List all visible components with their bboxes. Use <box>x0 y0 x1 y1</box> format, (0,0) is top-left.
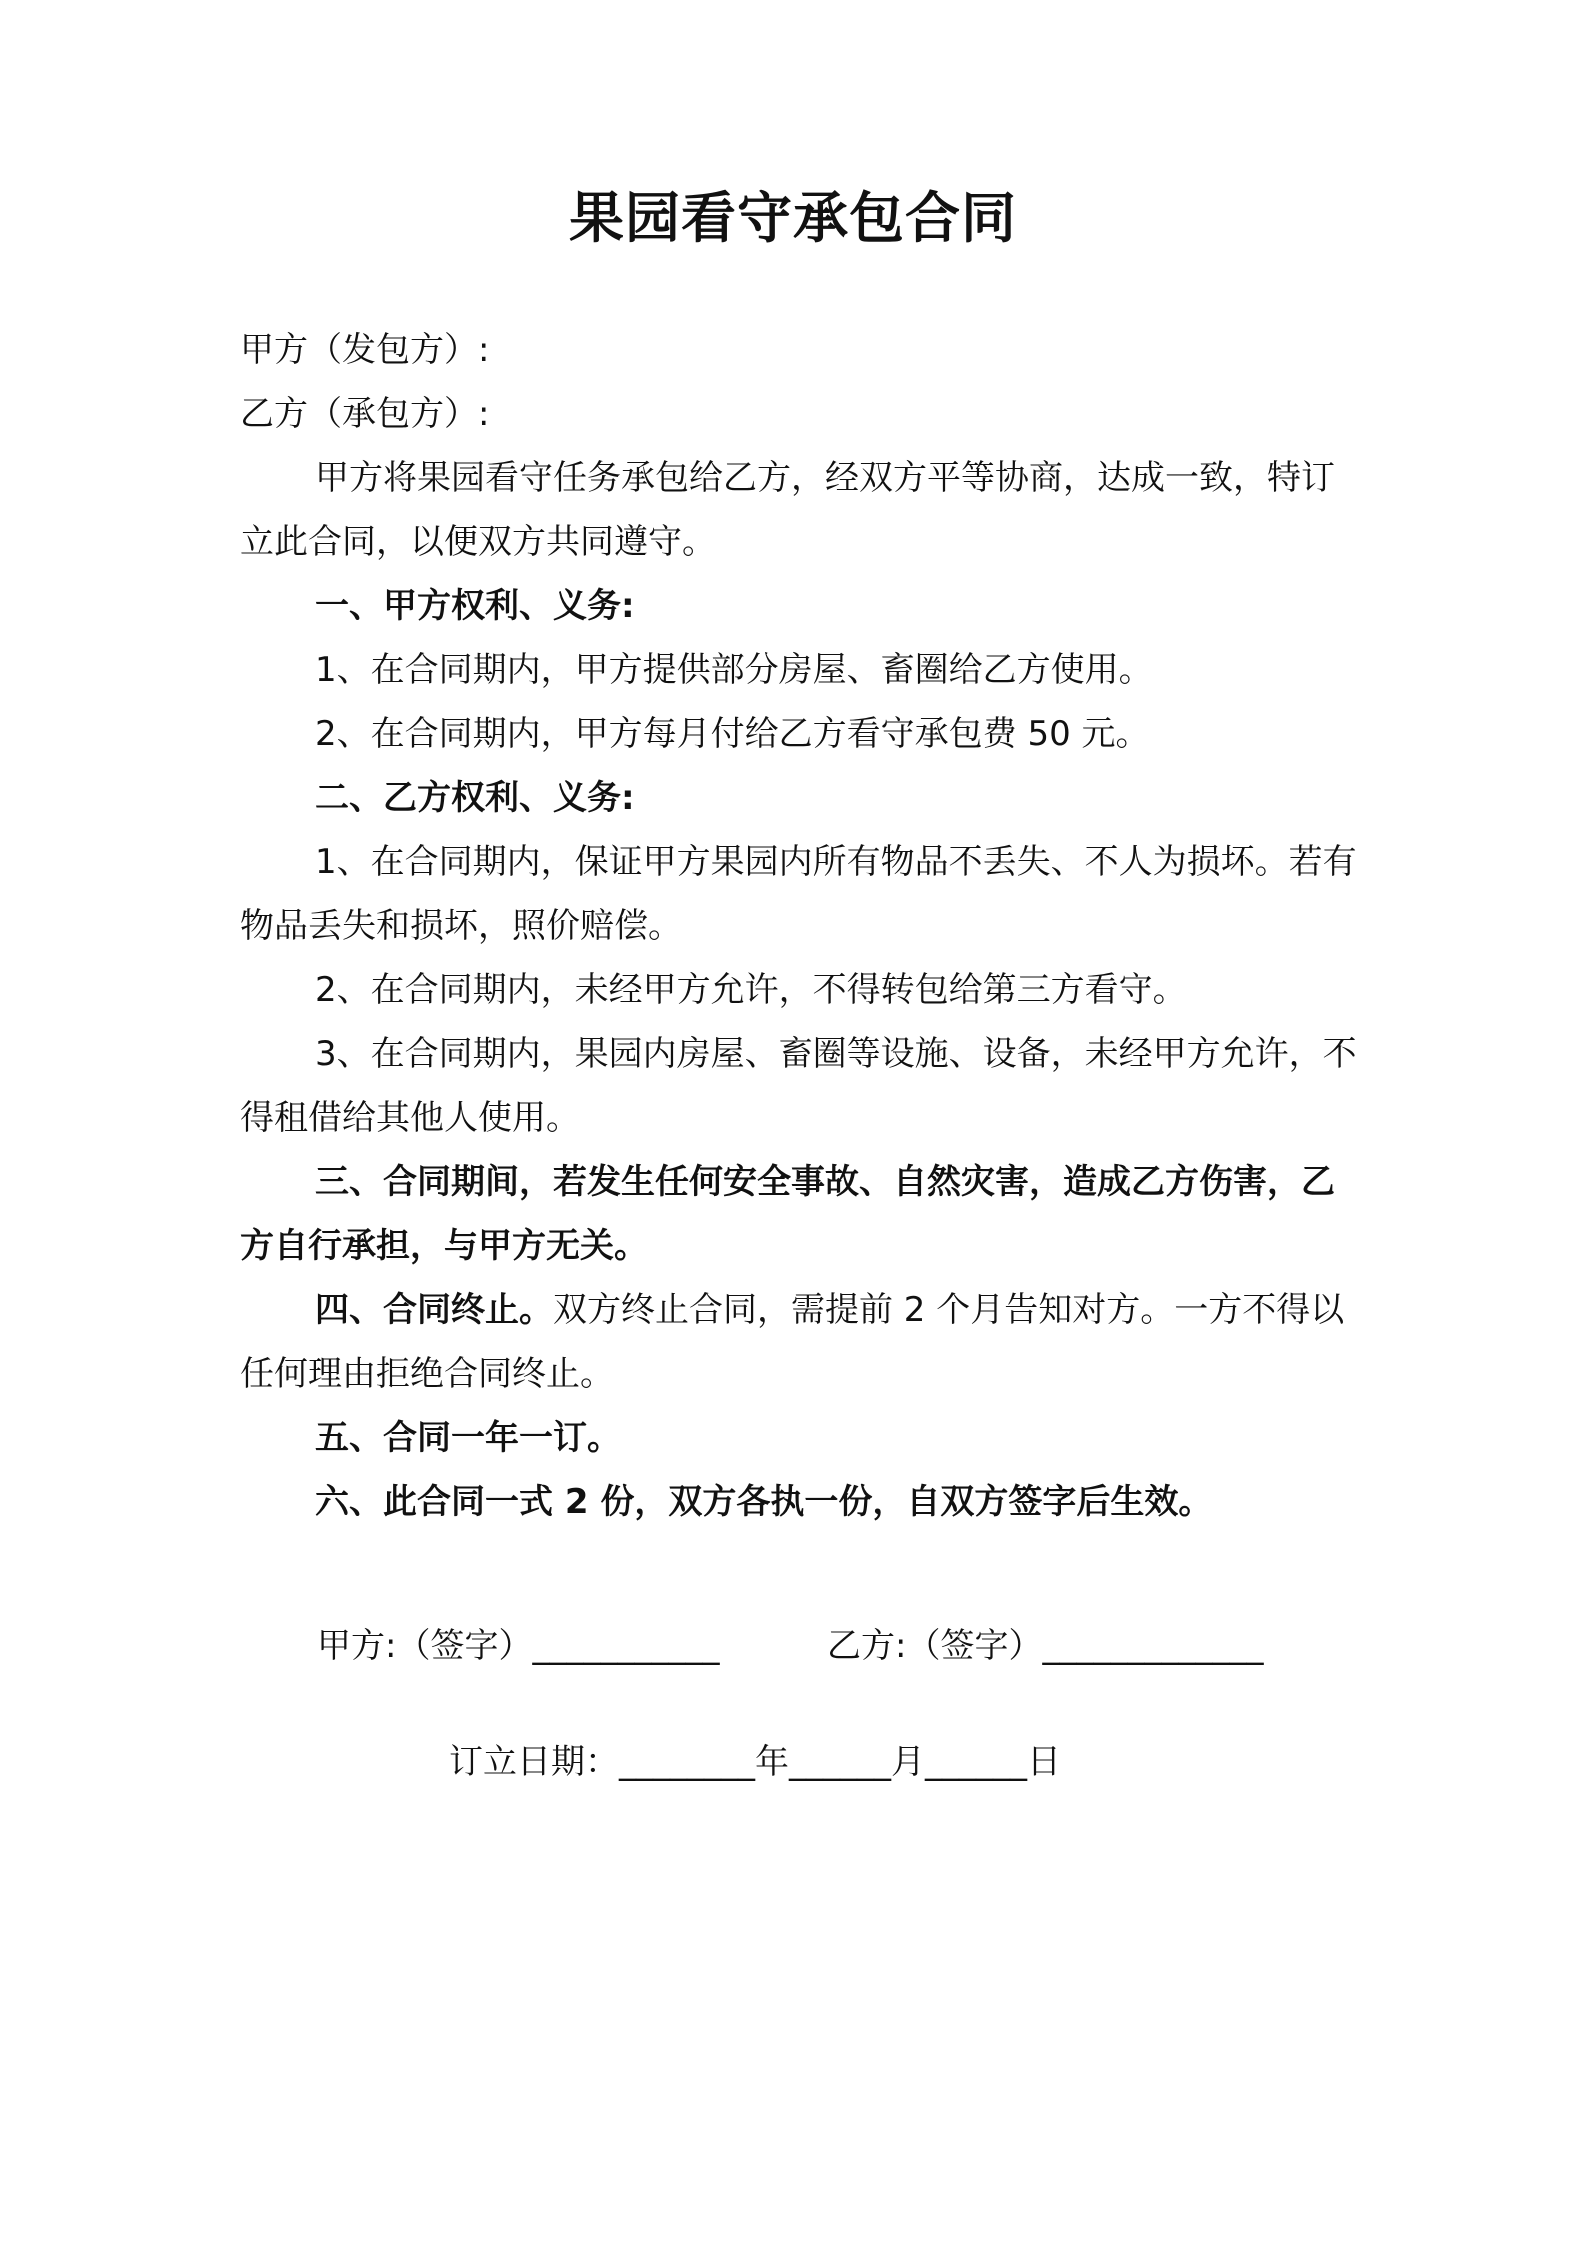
signing-date: 订立日期：________年______月______日 <box>449 1742 1061 1782</box>
section-3-paragraph: 三、合同期间，若发生任何安全事故、自然灾害，造成乙方伤害，乙方自行承担，与甲方无关。 <box>240 1162 1335 1266</box>
section-4-text: 双方终止合同，需提前 2 个月告知对方。一方不得以任何理由拒绝合同终止。 <box>240 1290 1345 1394</box>
section-1-item-2: 2、在合同期内，甲方每月付给乙方看守承包费 50 元。 <box>315 714 1150 754</box>
party-b-line: 乙方（承包方）: <box>240 394 490 434</box>
party-b-signature: 乙方:（签字）_____________ <box>827 1626 1264 1666</box>
section-2-heading: 二、乙方权利、义务: <box>315 778 635 818</box>
section-1-heading: 一、甲方权利、义务: <box>315 586 635 626</box>
section-4-paragraph <box>240 1278 1360 1406</box>
section-5-paragraph: 五、合同一年一订。 <box>315 1418 621 1458</box>
signature-row <box>317 1616 1417 1676</box>
party-a-signature: 甲方:（签字）___________ <box>317 1626 720 1666</box>
contract-title: 果园看守承包合同 <box>568 186 1017 250</box>
section-2-item-2: 2、在合同期内，未经甲方允许，不得转包给第三方看守。 <box>315 970 1187 1010</box>
party-a-line: 甲方（发包方）: <box>240 330 490 370</box>
section-4-heading: 四、合同终止。 <box>315 1290 553 1330</box>
section-1-item-1: 1、在合同期内，甲方提供部分房屋、畜圈给乙方使用。 <box>315 650 1153 690</box>
section-2-item-3: 3、在合同期内，果园内房屋、畜圈等设施、设备，未经甲方允许，不得租借给其他人使用。 <box>240 1034 1357 1138</box>
section-6-paragraph: 六、此合同一式 2 份，双方各执一份，自双方签字后生效。 <box>315 1482 1213 1522</box>
intro-paragraph: 甲方将果园看守任务承包给乙方，经双方平等协商，达成一致，特订立此合同，以便双方共同遵守。 <box>240 458 1335 562</box>
contract-body <box>240 318 1360 1534</box>
section-2-item-1: 1、在合同期内，保证甲方果园内所有物品不丢失、不人为损坏。若有物品丢失和损坏，照价赔偿。 <box>240 842 1357 946</box>
